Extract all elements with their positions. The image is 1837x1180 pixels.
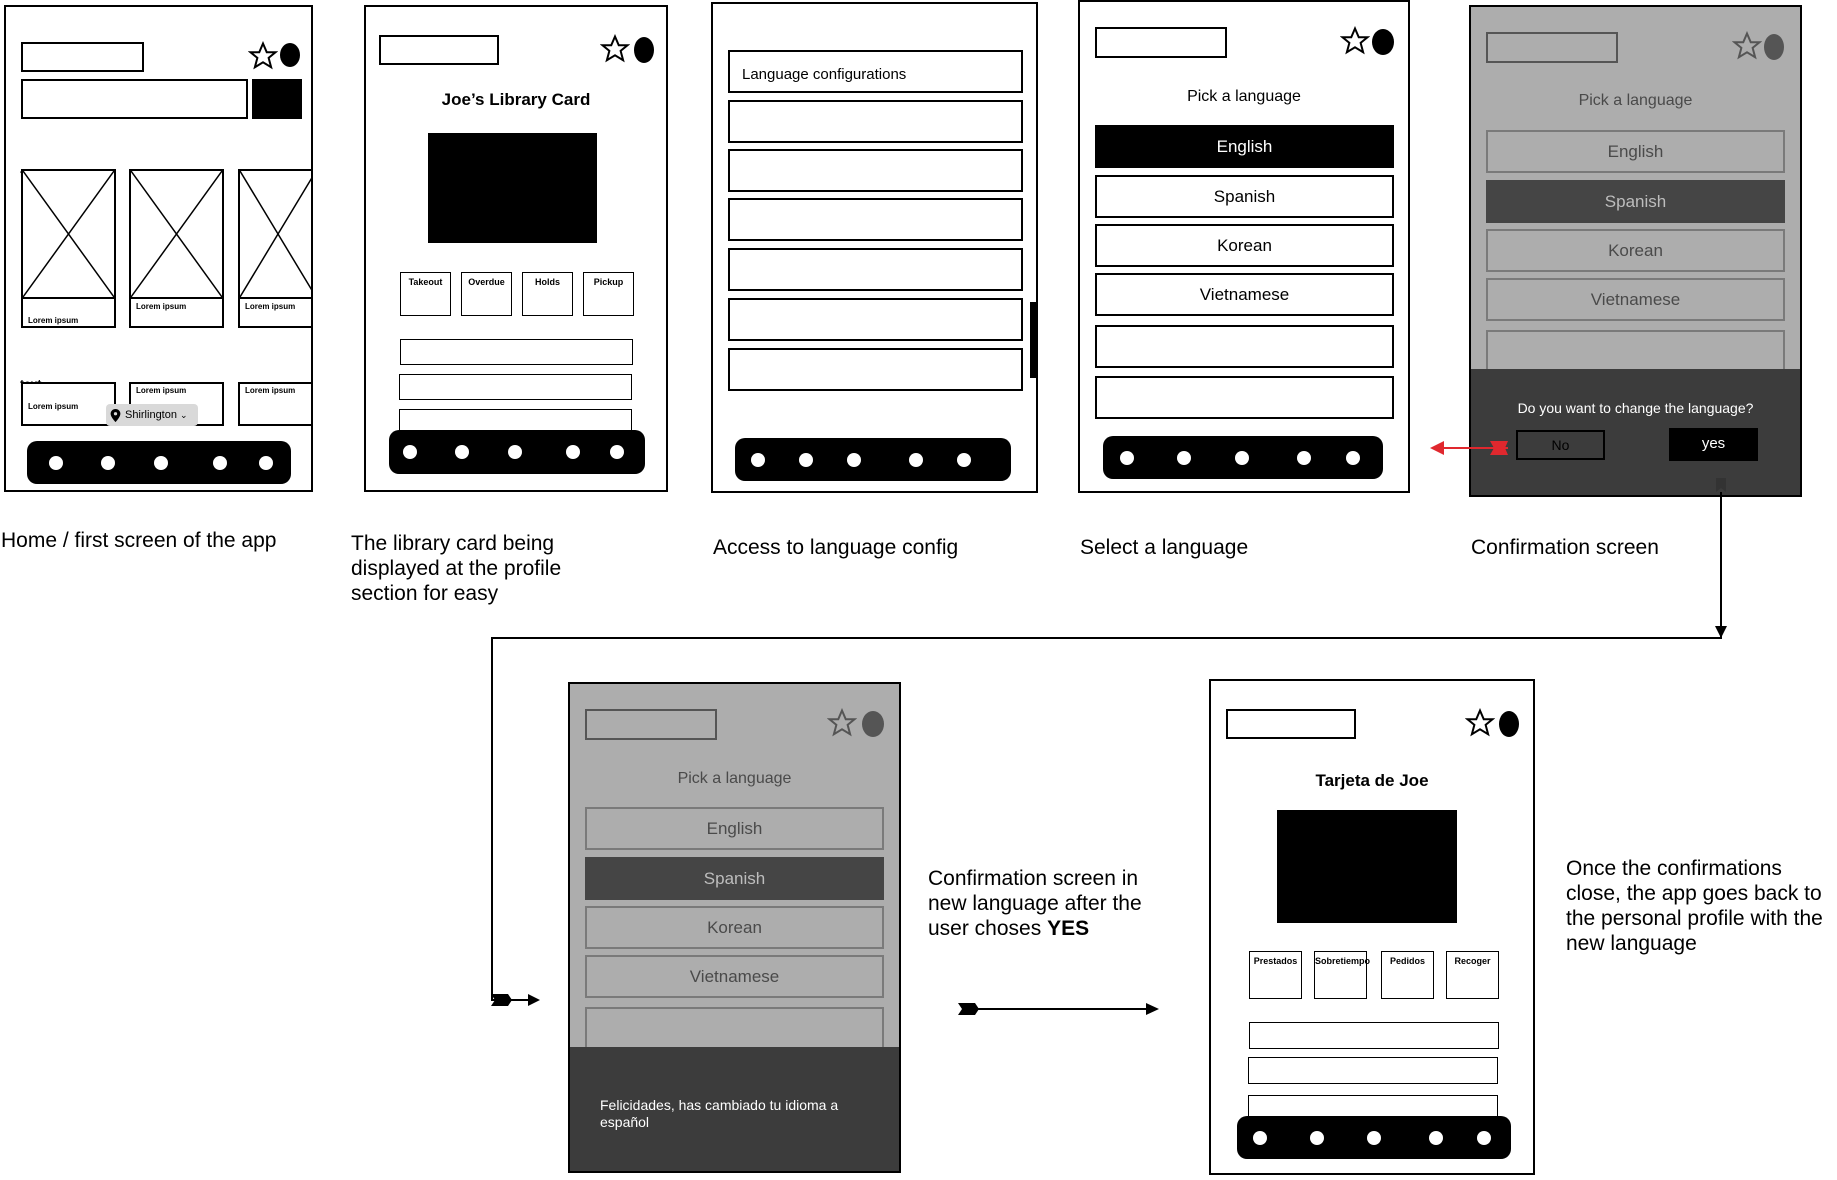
language-option-spanish[interactable]: Spanish	[1095, 175, 1394, 218]
library-card-title: Tarjeta de Joe	[1315, 771, 1429, 790]
language-option-vietnamese[interactable]: Vietnamese	[1095, 273, 1394, 316]
stat-pedidos[interactable]: Pedidos	[1381, 951, 1434, 999]
pick-language-title: Pick a language	[1187, 88, 1301, 105]
no-button[interactable]: No	[1516, 430, 1605, 460]
pick-language-title: Pick a language	[1578, 92, 1693, 109]
stat-prestados[interactable]: Prestados	[1249, 951, 1302, 999]
library-card-title: Joe’s Library Card	[441, 90, 591, 109]
stat-holds[interactable]: Holds	[522, 272, 573, 316]
row2-card-2[interactable]: Lorem ipsum	[129, 382, 224, 426]
card-caption-1: Lorem ipsum	[21, 297, 116, 328]
caption-language-config: Access to language config	[713, 536, 959, 559]
language-option-spanish[interactable]: Spanish	[1486, 180, 1785, 223]
stat-pickup[interactable]: Pickup	[583, 272, 634, 316]
card-caption-2: Lorem ipsum	[129, 297, 224, 328]
caption-yes-emphasis: YES	[1047, 917, 1090, 940]
next-screen-arrow	[958, 1003, 1159, 1015]
language-option-korean[interactable]: Korean	[1095, 224, 1394, 267]
language-option-english[interactable]: English	[1095, 125, 1394, 168]
stat-sobretiempo[interactable]: Sobretiempo	[1314, 951, 1367, 999]
language-option-vietnamese[interactable]: Vietnamese	[1486, 278, 1785, 321]
chevron-down-icon: ⌄	[179, 409, 188, 420]
stat-recoger[interactable]: Recoger	[1446, 951, 1499, 999]
language-option-english[interactable]: English	[585, 807, 884, 850]
confirmation-question: Do you want to change the language?	[1517, 400, 1754, 416]
red-back-arrow	[1430, 441, 1508, 455]
caption-confirmation-new-language-text: Confirmation screen in new language after the user choses	[928, 867, 1142, 940]
language-option-vietnamese[interactable]: Vietnamese	[585, 955, 884, 998]
location-chip-label: Shirlington	[125, 409, 177, 421]
card-caption-3: Lorem ipsum	[238, 297, 313, 328]
caption-select-language: Select a language	[1080, 536, 1249, 559]
language-option-spanish[interactable]: Spanish	[585, 857, 884, 900]
caption-final: Once the confirmations close, the app goes back to the personal profile with the new language	[1566, 857, 1823, 955]
stat-takeout[interactable]: Takeout	[400, 272, 451, 316]
caption-library-card: The library card being displayed at the profile section for easy	[351, 532, 562, 605]
success-message: Felicidades, has cambiado tu idioma a español	[600, 1097, 839, 1130]
caption-confirmation: Confirmation screen	[1471, 536, 1659, 559]
stat-overdue[interactable]: Overdue	[461, 272, 512, 316]
caption-home: Home / first screen of the app	[1, 529, 277, 552]
language-option-korean[interactable]: Korean	[585, 906, 884, 949]
row2-card-3[interactable]: Lorem ipsum	[238, 382, 313, 426]
language-option-korean[interactable]: Korean	[1486, 229, 1785, 272]
row2-card-1[interactable]: Lorem ipsum	[21, 382, 116, 426]
yes-flow-arrow	[491, 478, 1727, 1006]
language-option-english[interactable]: English	[1486, 130, 1785, 173]
language-configurations-item[interactable]: Language configurations	[728, 50, 1023, 93]
yes-button[interactable]: yes	[1669, 428, 1758, 461]
pick-language-title: Pick a language	[677, 770, 792, 787]
